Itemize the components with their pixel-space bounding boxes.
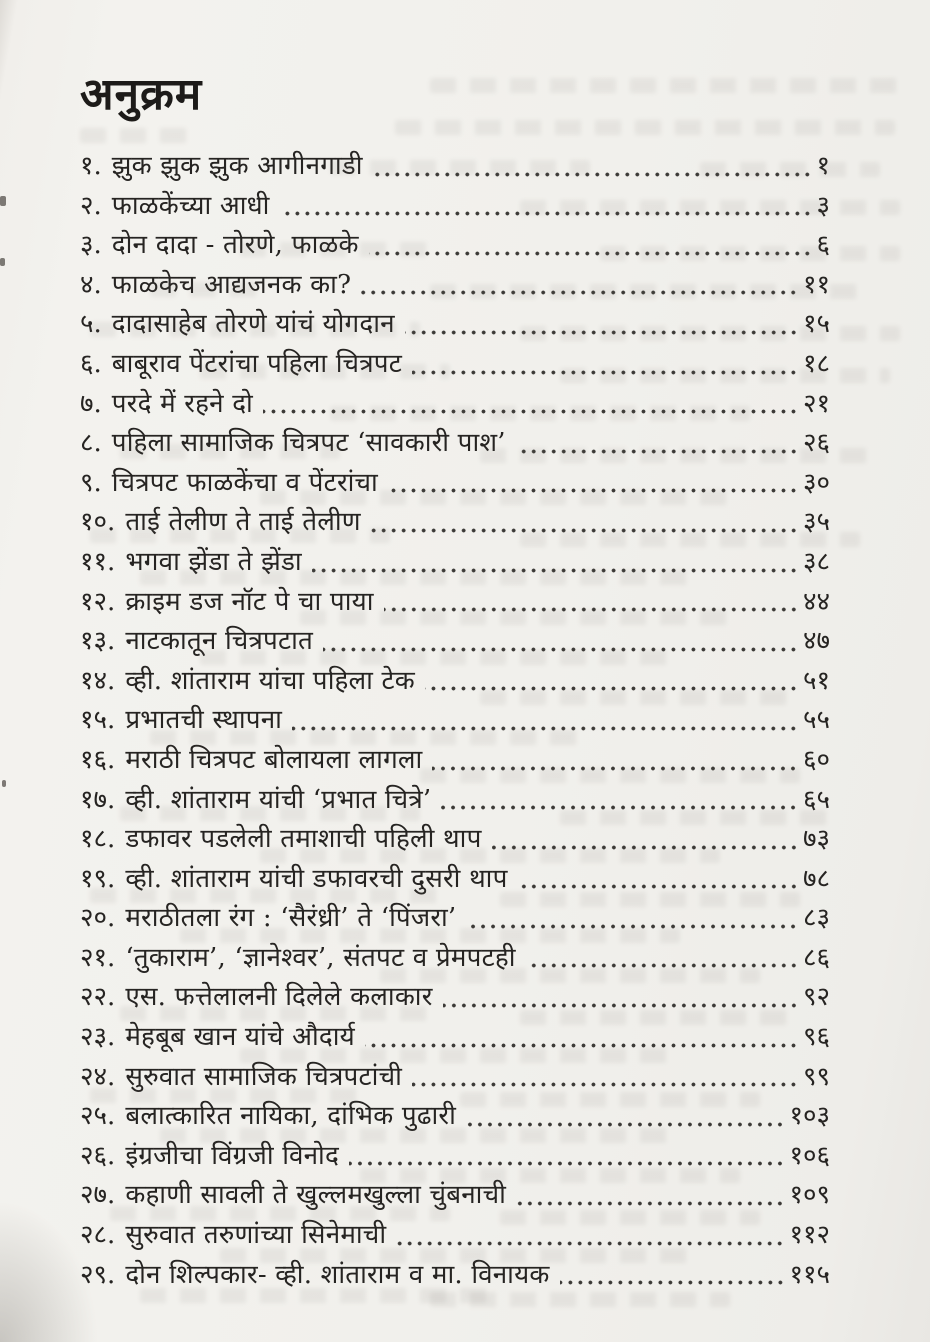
dotted-leader (560, 1280, 788, 1285)
dotted-leader (412, 370, 801, 375)
toc-entry-page: ४४ (802, 586, 830, 617)
dotted-leader (466, 1122, 787, 1127)
toc-entry-title: झुक झुक झुक आगीनगाडी (111, 151, 363, 181)
toc-entry-page: १५ (802, 309, 830, 340)
toc-entry (80, 898, 830, 938)
toc-entry-title: नाटकातून चित्रपटात (125, 626, 314, 657)
toc-entry (80, 186, 830, 226)
toc-entry-title: भगवा झेंडा ते झेंडा (125, 546, 302, 577)
toc-entry-title: कहाणी सावली ते खुल्लमखुल्ला चुंबनाची (125, 1180, 507, 1211)
toc-entry (80, 740, 830, 780)
toc-entry (80, 1175, 830, 1215)
dotted-leader (425, 686, 801, 691)
toc-entry (80, 1017, 830, 1057)
dotted-leader (388, 488, 801, 493)
bleed-through-ghost-text (430, 78, 900, 93)
toc-entry-page: ९९ (802, 1061, 830, 1092)
toc-entry (80, 1096, 830, 1136)
dotted-leader (280, 211, 815, 216)
toc-entry-number: २९. (80, 1259, 116, 1290)
toc-entry-title: बाबूराव पेंटरांचा पहिला चित्रपट (111, 348, 403, 379)
toc-entry (80, 859, 830, 899)
toc-entry-number: ८. (80, 428, 102, 459)
toc-entry-number: ९. (80, 467, 102, 498)
toc-entry-title: व्ही. शांताराम यांचा पहिला टेक (125, 665, 415, 696)
toc-entry-page: १८ (802, 348, 830, 379)
toc-entry (80, 582, 830, 622)
toc-entry (80, 146, 830, 186)
toc-entry-title: फाळकेच आद्यजनक का? (111, 269, 352, 300)
dotted-leader (371, 528, 801, 533)
dotted-leader (443, 1003, 801, 1008)
dotted-leader (516, 1201, 787, 1206)
toc-entry-page: ७८ (802, 863, 830, 894)
toc-entry (80, 938, 830, 978)
toc-entry-title: मराठी चित्रपट बोलायला लागला (125, 744, 423, 775)
toc-entry (80, 1057, 830, 1097)
toc-entry-page: ७३ (802, 824, 830, 855)
dotted-leader (466, 924, 801, 929)
toc-entry (80, 384, 830, 424)
toc-entry-title: फाळकेंच्या आधी (111, 190, 270, 221)
toc-entry-page: ११५ (789, 1259, 830, 1290)
dotted-leader (312, 568, 801, 573)
toc-entry-page: ५५ (802, 705, 830, 736)
toc-entry-title: परदे में रहने दो (111, 388, 253, 419)
toc-entry (80, 1255, 830, 1295)
toc-entry (80, 542, 830, 582)
toc-entry (80, 225, 830, 265)
toc-entry-number: ३. (80, 230, 102, 261)
dotted-leader (516, 449, 801, 454)
dotted-leader (518, 884, 801, 889)
toc-entry-number: १८. (80, 824, 116, 855)
toc-entry-number: ४. (80, 269, 102, 300)
dotted-leader (432, 766, 800, 771)
toc-entry-title: बलात्कारित नायिका, दांभिक पुढारी (125, 1101, 456, 1132)
toc-entry-page: १०३ (789, 1101, 830, 1132)
toc-entry (80, 463, 830, 503)
toc-entry-number: १६. (80, 744, 116, 775)
toc-entry-page: ६ (816, 230, 830, 261)
toc-entry-number: २८. (80, 1220, 116, 1251)
toc-entry-page: ११२ (789, 1220, 830, 1251)
dotted-leader (441, 805, 801, 810)
toc-entry-title: इंग्रजीचा विंग्रजी विनोद (125, 1140, 339, 1171)
table-of-contents (80, 146, 830, 1294)
scan-speck (0, 196, 6, 206)
toc-entry-page: ८६ (802, 942, 830, 973)
toc-entry-title: मेहबूब खान यांचे औदार्य (125, 1022, 355, 1053)
toc-entry-page: ६० (802, 744, 830, 775)
toc-entry-number: १२. (80, 586, 116, 617)
toc-entry-title: मराठीतला रंग : ‘सैरंध्री’ ते ‘पिंजरा’ (125, 903, 457, 934)
toc-entry-page: १०९ (789, 1180, 830, 1211)
toc-entry-page: ९६ (802, 1022, 830, 1053)
toc-entry-page: ६५ (802, 784, 830, 815)
toc-entry-page: ४७ (802, 626, 830, 657)
toc-entry (80, 661, 830, 701)
dotted-leader (405, 330, 801, 335)
toc-entry-number: २३. (80, 1022, 116, 1053)
bleed-through-ghost-text (430, 1292, 730, 1307)
toc-entry-number: १०. (80, 507, 116, 538)
toc-entry-page: ५१ (802, 665, 830, 696)
toc-entry-number: १७. (80, 784, 116, 815)
toc-entry-title: दोन दादा - तोरणे, फाळके (111, 230, 359, 261)
toc-entry (80, 423, 830, 463)
toc-entry-number: १५. (80, 705, 116, 736)
toc-entry (80, 780, 830, 820)
toc-entry-title: व्ही. शांताराम यांची ‘प्रभात चित्रे’ (125, 784, 432, 815)
scan-speck (2, 780, 6, 787)
toc-entry-page: ८३ (802, 903, 830, 934)
toc-entry (80, 344, 830, 384)
toc-entry-title: ताई तेलीण ते ताई तेलीण (125, 507, 361, 538)
dotted-leader (396, 1241, 787, 1246)
toc-entry-page: ३० (802, 467, 830, 498)
dotted-leader (361, 290, 801, 295)
toc-entry-page: ३५ (802, 507, 830, 538)
dotted-leader (492, 845, 801, 850)
dotted-leader (526, 963, 801, 968)
toc-entry (80, 1136, 830, 1176)
toc-entry-title: व्ही. शांताराम यांची डफावरची दुसरी थाप (125, 863, 508, 894)
dotted-leader (412, 1082, 801, 1087)
toc-entry-number: २७. (80, 1180, 116, 1211)
toc-entry-number: १३. (80, 626, 116, 657)
toc-entry (80, 304, 830, 344)
toc-entry-number: १९. (80, 863, 116, 894)
toc-entry (80, 621, 830, 661)
toc-entry-page: २१ (802, 388, 830, 419)
toc-entry-page: १०६ (789, 1140, 830, 1171)
dotted-leader (292, 726, 801, 731)
toc-entry-title: क्राइम डज नॉट पे चा पाया (125, 586, 374, 617)
toc-entry-number: ५. (80, 309, 102, 340)
toc-entry-title: प्रभातची स्थापना (125, 705, 283, 736)
dotted-leader (349, 1161, 787, 1166)
toc-entry-page: २६ (802, 428, 830, 459)
toc-entry-page: ९२ (802, 982, 830, 1013)
toc-entry-number: २५. (80, 1101, 116, 1132)
toc-entry-number: ७. (80, 388, 102, 419)
toc-entry (80, 1215, 830, 1255)
toc-entry-title: दोन शिल्पकार- व्ही. शांताराम व मा. विनायक (125, 1259, 550, 1290)
dotted-leader (263, 409, 801, 414)
toc-entry-number: २२. (80, 982, 116, 1013)
bleed-through-ghost-text (80, 128, 200, 143)
toc-entry (80, 265, 830, 305)
toc-entry-title: डफावर पडलेली तमाशाची पहिली थाप (125, 824, 482, 855)
toc-entry-title: एस. फत्तेलालनी दिलेले कलाकार (125, 982, 433, 1013)
toc-entry-page: ११ (802, 269, 830, 300)
toc-entry-number: १४. (80, 665, 116, 696)
toc-entry-title: ‘तुकाराम’, ‘ज्ञानेश्वर’, संतपट व प्रेमपटही (125, 942, 516, 973)
toc-entry (80, 819, 830, 859)
dotted-leader (384, 607, 801, 612)
toc-entry-number: ११. (80, 546, 116, 577)
toc-entry (80, 700, 830, 740)
toc-entry-number: २०. (80, 903, 116, 934)
toc-entry-title: पहिला सामाजिक चित्रपट ‘सावकारी पाश’ (111, 428, 506, 459)
toc-entry-number: १. (80, 151, 102, 181)
toc-entry-title: सुरुवात सामाजिक चित्रपटांची (125, 1061, 403, 1092)
dotted-leader (323, 647, 801, 652)
toc-entry (80, 977, 830, 1017)
toc-entry-number: २. (80, 190, 102, 221)
dotted-leader (373, 172, 815, 177)
toc-entry-number: २४. (80, 1061, 116, 1092)
scan-speck (0, 258, 5, 266)
toc-entry-title: चित्रपट फाळकेंचा व पेंटरांचा (111, 467, 378, 498)
toc-entry (80, 502, 830, 542)
toc-entry-page: ३ (816, 190, 830, 221)
dotted-leader (365, 1043, 801, 1048)
dotted-leader (369, 251, 815, 256)
toc-entry-number: २६. (80, 1140, 116, 1171)
toc-entry-page: १ (816, 151, 830, 181)
toc-entry-number: २१. (80, 942, 116, 973)
toc-entry-number: ६. (80, 348, 102, 379)
toc-entry-title: दादासाहेब तोरणे यांचं योगदान (111, 309, 395, 340)
toc-entry-title: सुरुवात तरुणांच्या सिनेमाची (125, 1220, 387, 1251)
toc-entry-page: ३८ (802, 546, 830, 577)
bleed-through-ghost-text (395, 120, 895, 135)
page-title: अनुक्रम (80, 69, 203, 120)
